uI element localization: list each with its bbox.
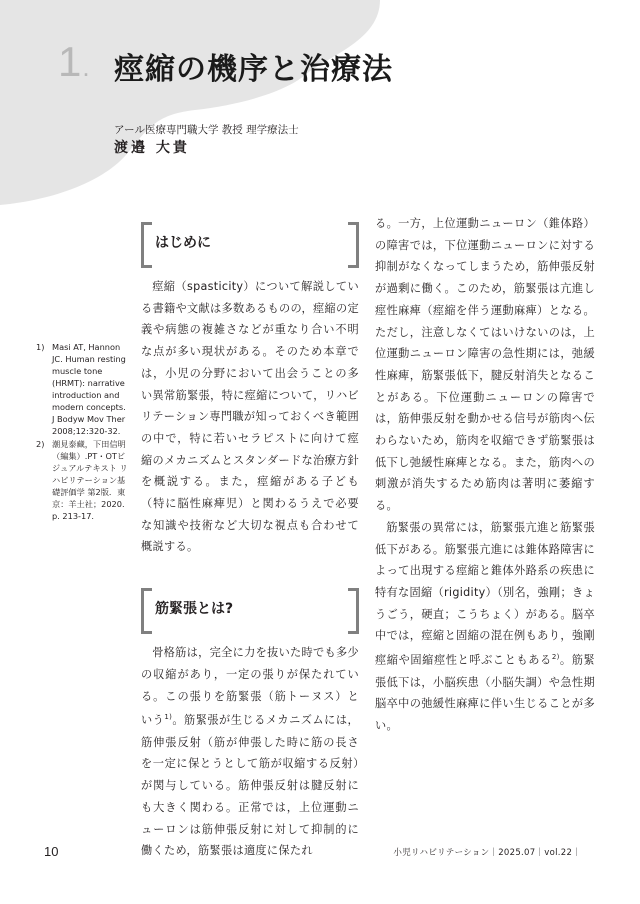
section-heading-text: 筋緊張とは? — [155, 601, 234, 618]
chapter-title: 痙縮の機序と治療法 — [114, 52, 393, 87]
left-bracket-decoration — [141, 588, 152, 634]
tone-abnormality-paragraph: 筋緊張の異常には，筋緊張亢進と筋緊張低下がある。筋緊張亢進には錐体路障害によって出現する痙縮と錐体外路系の疾患に特有な固縮（rigidity）（別名，強剛；きょうごう，硬直；こうちょく）がある。脳卒中では，痙縮と固縮の混在例もあり，強剛痙縮や固縮痙性と呼ぶこともある$^{2)}$。筋緊張低下は，小脳疾患（小脳失調）や急性期脳卒中の弛緩性麻痺に伴い生じることが多い。 — [375, 520, 595, 732]
reference-text: Masi AT, Hannon JC. Human resting muscle tone (HRMT): narrative introduction and modern concepts. J Bodyw Mov Ther 2008;12:320-32. — [52, 342, 126, 436]
section-heading-muscle-tone — [141, 588, 359, 630]
reference-number: 1) — [36, 342, 45, 352]
left-bracket-decoration — [141, 222, 152, 268]
reference-item — [36, 341, 130, 437]
intro-paragraph: 痙縮（spasticity）について解説している書籍や文献は多数あるものの，痙縮の定義や病態の複雑さなどが重なり合い不明な点が多い現状がある。そのため本章では，小児の分野において出会うことの多い異常筋緊張，特に痙縮について，リハビリテーション専門職が知っておくべき範囲の中で，特に若いセラピストに向けて痙縮のメカニズムとスタンダードな治療方針を概説する。また，痙縮がある子ども（特に脳性麻痺児）と関わるうえで必要な知識や技術など大切な視点も合わせて概説する。 — [141, 280, 359, 554]
reference-list — [36, 341, 130, 523]
page-number: 10 — [44, 844, 59, 859]
continued-paragraph: る。一方，上位運動ニューロン（錐体路）の障害では，下位運動ニューロンに対する抑制がなくなってしまうため，筋伸張反射が過剰に働く。このため，筋緊張は亢進し痙性麻痺（痙縮を伴う運動麻痺）となる。ただし，注意しなくてはいけないのは，上位運動ニューロン障害の急性期には，弛緩性麻痺，筋緊張低下，腱反射消失となることがある。下位運動ニューロンの障害では，筋伸張反射を動かせる信号が筋肉へ伝わらないため，筋肉を収縮できず筋緊張は低下し弛緩性麻痺となる。また，筋肉への刺激が消失するため筋肉は著明に萎縮する。 — [375, 217, 595, 513]
journal-footer: 小児リハビリテーション｜2025.07｜vol.22｜ — [393, 848, 581, 858]
citation-superscript: 1) — [164, 713, 173, 722]
section-heading-text: はじめに — [155, 235, 211, 251]
right-column — [375, 213, 595, 737]
citation-superscript: 2) — [551, 653, 560, 662]
left-column — [141, 222, 359, 862]
reference-number: 2) — [36, 439, 45, 449]
reference-item — [36, 438, 130, 522]
chapter-number: 1. — [58, 38, 91, 85]
muscle-tone-paragraph: 骨格筋は，完全に力を抜いた時でも多少の収縮があり，一定の張りが保たれている。この張りを筋緊張（筋トーヌス）という$^{1)}$。筋緊張が生じるメカニズムには，筋伸張反射（筋が伸張した時に筋の長さを一定に保とうとして筋が収縮する反射）が関与している。筋伸張反射は腱反射にも大きく関わる。正常では，上位運動ニューロンは筋伸張反射に対して抑制的に働くため，筋緊張は適度に保たれ — [141, 646, 359, 858]
right-bracket-decoration — [348, 222, 359, 268]
reference-text: 潮見泰藏，下田信明（編集）.PT・OTビジュアルテキスト リハビリテーション基礎評価学 第2版．東京：羊土社；2020. p. 213-17. — [52, 439, 128, 521]
right-bracket-decoration — [348, 588, 359, 634]
author-affiliation: アール医療専門職大学 教授 理学療法士 — [114, 124, 299, 136]
author-name: 渡邉 大貴 — [114, 140, 190, 156]
section-heading-intro — [141, 222, 359, 264]
